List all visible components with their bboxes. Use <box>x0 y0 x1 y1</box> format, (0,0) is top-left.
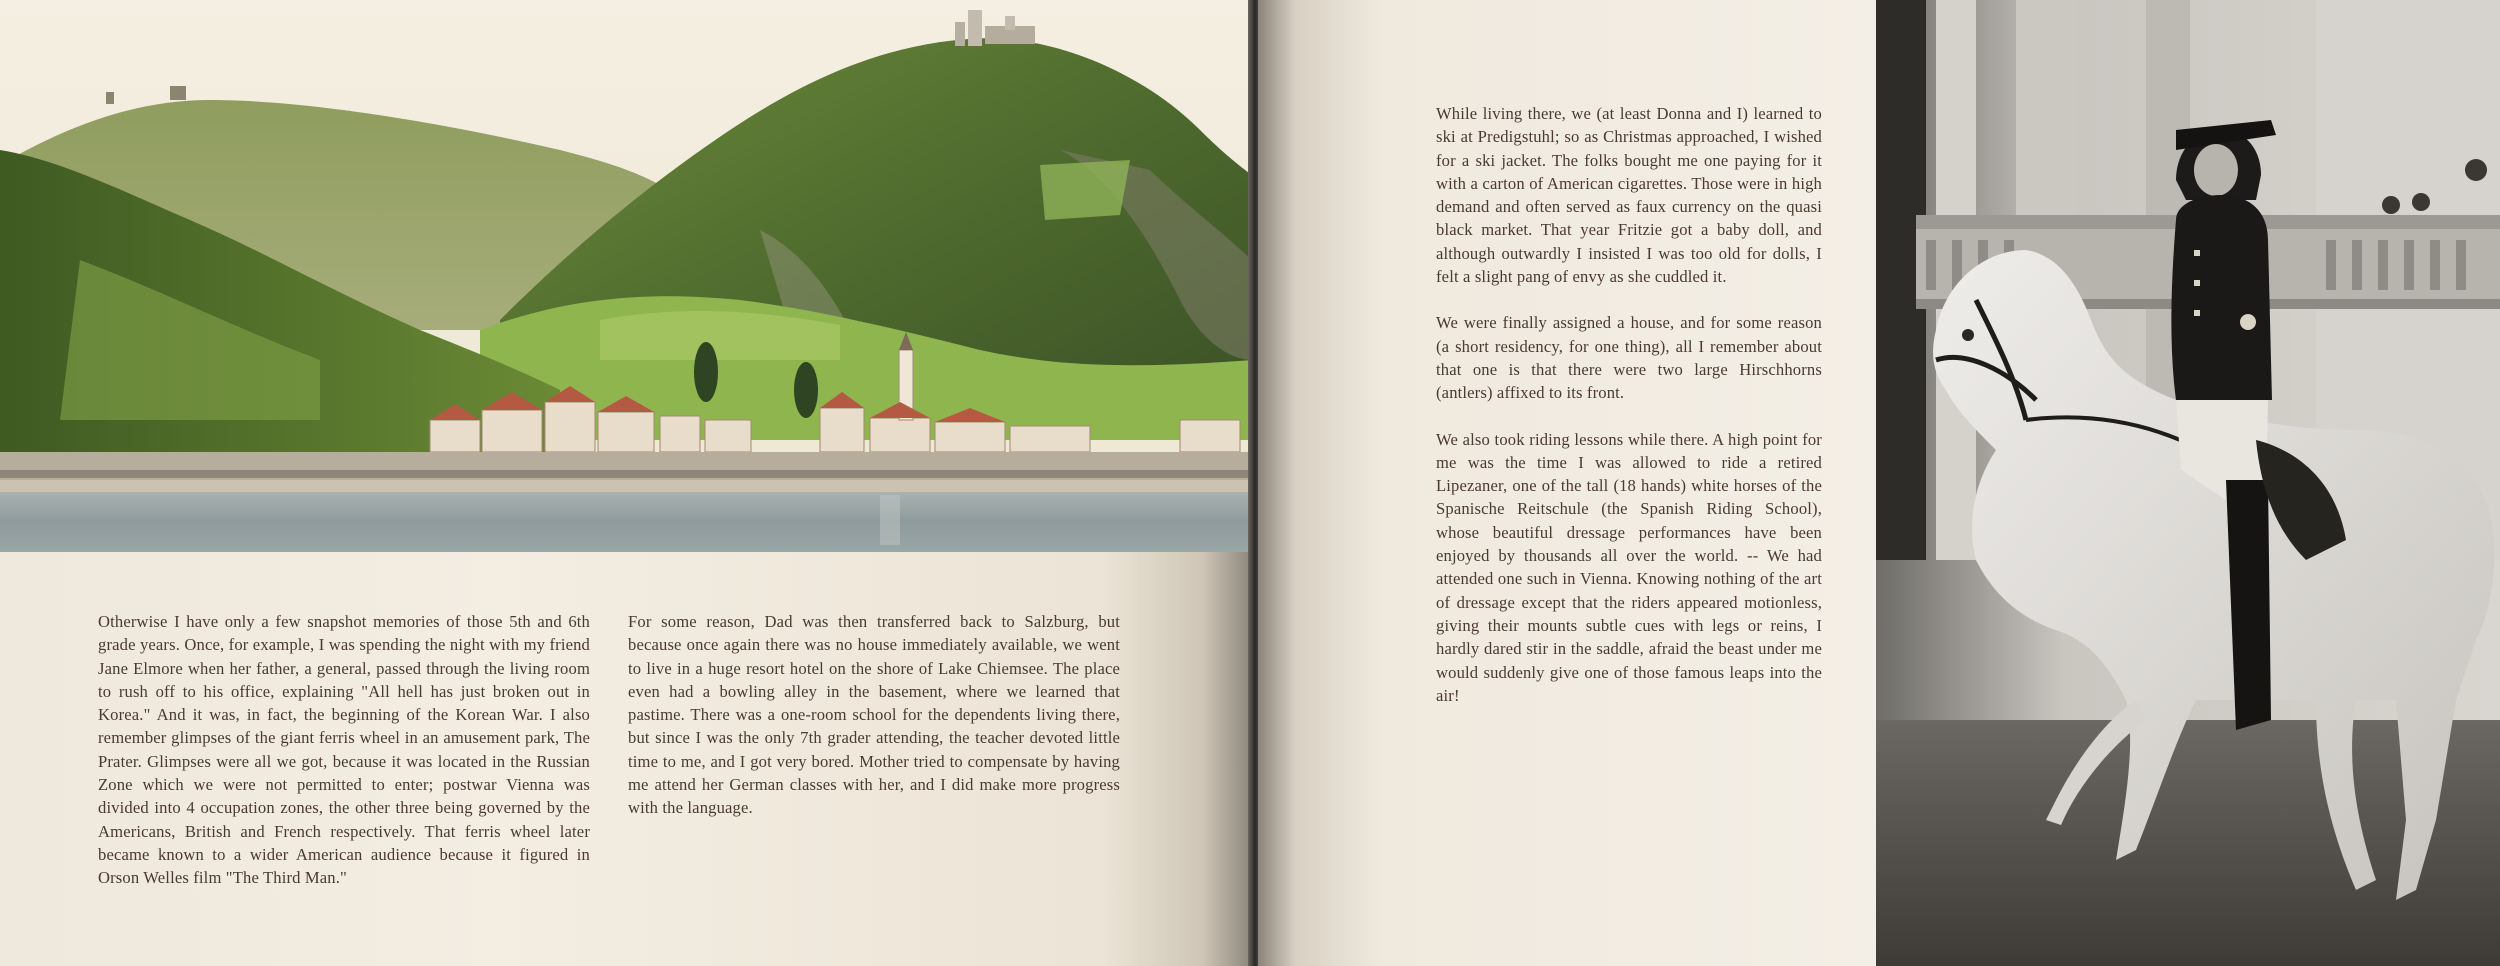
text-column-2 <box>628 610 1120 843</box>
paragraph: For some reason, Dad was then transferred back to Salzburg, but because once again there was no house immediately available, we went to live in a huge resort hotel on the shore of Lake Chiemsee. The place even had a bowling alley in the basement, where we learned that pastime. There was a one-room school for the dependents living there, but since I was the only 7th grader attending, the teacher devoted little time to me, and I got very bored. Mother tried to compensate by having me attend her German classes with her, and I did make more progress with the language. <box>628 612 1120 818</box>
paragraph: We were finally assigned a house, and for some reason (a short residency, for one thing), all I remember about that one is that there were two large Hirschhorns (antlers) affixed to its front. <box>1436 313 1822 403</box>
paragraph: While living there, we (at least Donna and I) learned to ski at Predigstuhl; so as Christmas approached, I wished for a ski jacket. The folks bought me one paying for it with a carton of American cigarettes. Those were in high demand and often served as faux currency on the quasi black market. That year Fritzie got a baby doll, and although outwardly I insisted I was too old for dolls, I felt a slight pang of envy as she cuddled it. <box>1436 104 1822 287</box>
text-column-1 <box>98 610 590 913</box>
paragraph: We also took riding lessons while there. A high point for me was the time I was allowed to ride a retired Lipezaner, one of the tall (18 hands) white horses of the Spanische Reitschule (the Spanish Riding School), whose beautiful dressage performances have been enjoyed by thousands all over the world. -- We had attended one such in Vienna. Knowing nothing of the art of dressage except that the riders appeared motionless, giving their mounts subtle cues with legs or reins, I hardly dared stir in the saddle, afraid the beast under me would suddenly give one of those famous leaps into the air! <box>1436 429 1822 705</box>
text-column-3 <box>1436 102 1822 730</box>
right-page <box>1258 0 2500 966</box>
paragraph: Otherwise I have only a few snapshot memories of those 5th and 6th grade years. Once, for example, I was spending the night with my friend Jane Elmore when her father, a general, passed through the living room to rush off to his office, explaining "All hell has just broken out in Korea." And it was, in fact, the beginning of the Korean War. I also remember glimpses of the giant ferris wheel in an amusement park, The Prater. Glimpses were all we got, because it was located in the Russian Zone which we were not permitted to enter; postwar Vienna was divided into 4 occupation zones, the other three being governed by the Americans, British and French respectively. That ferris wheel later became known to a wider American audience because it figured in Orson Welles film "The Third Man." <box>98 612 590 888</box>
landscape-illustration <box>0 0 1252 552</box>
horse-rider-photo <box>1876 0 2500 966</box>
